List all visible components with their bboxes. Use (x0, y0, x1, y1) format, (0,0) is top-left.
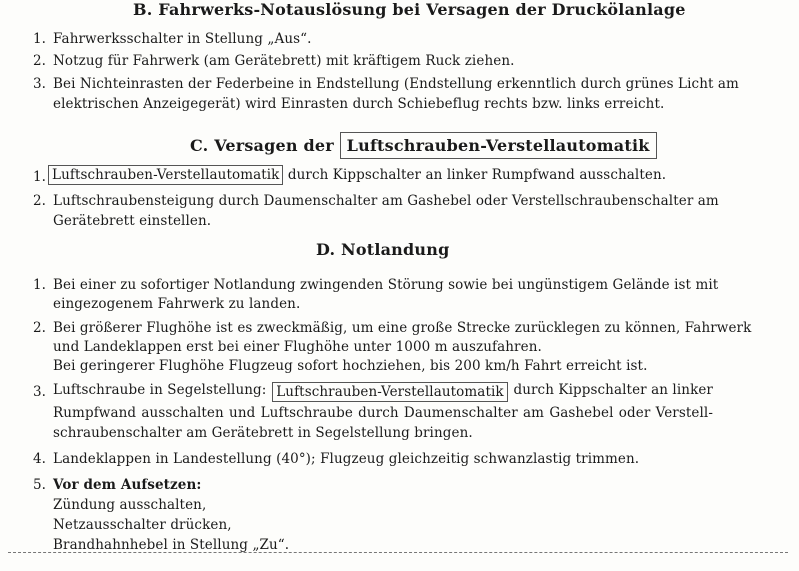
item-number: 3. (33, 384, 46, 400)
item-text: Rumpfwand ausschalten und Luftschraube durch Daumenschalter am Gashebel oder Verstell- (53, 405, 713, 421)
item-text-prefix: Luftschraube in Segelstellung: (53, 382, 267, 398)
item-text: Gerätebrett einstellen. (53, 213, 212, 229)
section-c-heading-prefix: C. Versagen der (190, 136, 334, 155)
item-number: 2. (33, 53, 46, 69)
item-number: 1. (33, 277, 46, 293)
item-text: Bei einer zu sofortiger Notlandung zwingenden Störung sowie bei ungünstigem Gelände ist mit (53, 277, 719, 293)
item-number: 5. (33, 477, 46, 493)
section-b-heading: B. Fahrwerks-Notauslösung bei Versagen der Druckölanlage (133, 0, 686, 19)
item-text: Bei Nichteinrasten der Federbeine in Endstellung (Endstellung erkenntlich durch grünes Licht am (53, 76, 739, 92)
item-text: Netzausschalter drücken, (53, 517, 232, 533)
section-d-heading: D. Notlandung (316, 240, 450, 259)
item-text: Fahrwerksschalter in Stellung „Aus“. (53, 31, 312, 47)
item-number: 2. (33, 320, 46, 336)
item-text (53, 382, 713, 402)
item-text: eingezogenem Fahrwerk zu landen. (53, 296, 301, 312)
item-text: Landeklappen in Landestellung (40°); Flugzeug gleichzeitig schwanzlastig trimmen. (53, 451, 640, 467)
item-number: 4. (33, 451, 46, 467)
item-text: Notzug für Fahrwerk (am Gerätebrett) mit kräftigem Ruck ziehen. (53, 53, 515, 69)
item-number: 2. (33, 193, 46, 209)
section-c-heading (190, 136, 657, 155)
page-bottom-rule (8, 552, 788, 553)
highlighted-term-box: Luftschrauben-Verstellautomatik (340, 132, 657, 159)
item-text: Bei geringerer Flughöhe Flugzeug sofort hochziehen, bis 200 km/h Fahrt erreicht ist. (53, 358, 648, 374)
item-text: und Landeklappen erst bei einer Flughöhe unter 1000 m auszufahren. (53, 339, 542, 355)
item-number: 3. (33, 76, 46, 92)
item-text: Brandhahnhebel in Stellung „Zu“. (53, 537, 290, 553)
item-text-rest: durch Kippschalter an linker Rumpfwand ausschalten. (287, 167, 667, 183)
item-text: elektrischen Anzeigegerät) wird Einrasten durch Schiebeflug rechts bzw. links erreicht. (53, 96, 665, 112)
item-text: Zündung ausschalten, (53, 497, 207, 513)
highlighted-term-box: Luftschrauben-Verstellautomatik (48, 165, 283, 185)
item-text: Bei größerer Flughöhe ist es zweckmäßig, um eine große Strecke zurücklegen zu können, Fahrwerk (53, 320, 752, 336)
item-text: Luftschraubensteigung durch Daumenschalter am Gashebel oder Verstellschraubenschalter am (53, 193, 719, 209)
item-number: 1. (33, 169, 46, 185)
item-text-rest: durch Kippschalter an linker (513, 382, 713, 398)
item-heading: Vor dem Aufsetzen: (53, 477, 202, 493)
item-number: 1. (33, 31, 46, 47)
item-text: schraubenschalter am Gerätebrett in Segelstellung bringen. (53, 425, 473, 441)
item-text (48, 167, 666, 183)
highlighted-term-box: Luftschrauben-Verstellautomatik (272, 382, 507, 402)
